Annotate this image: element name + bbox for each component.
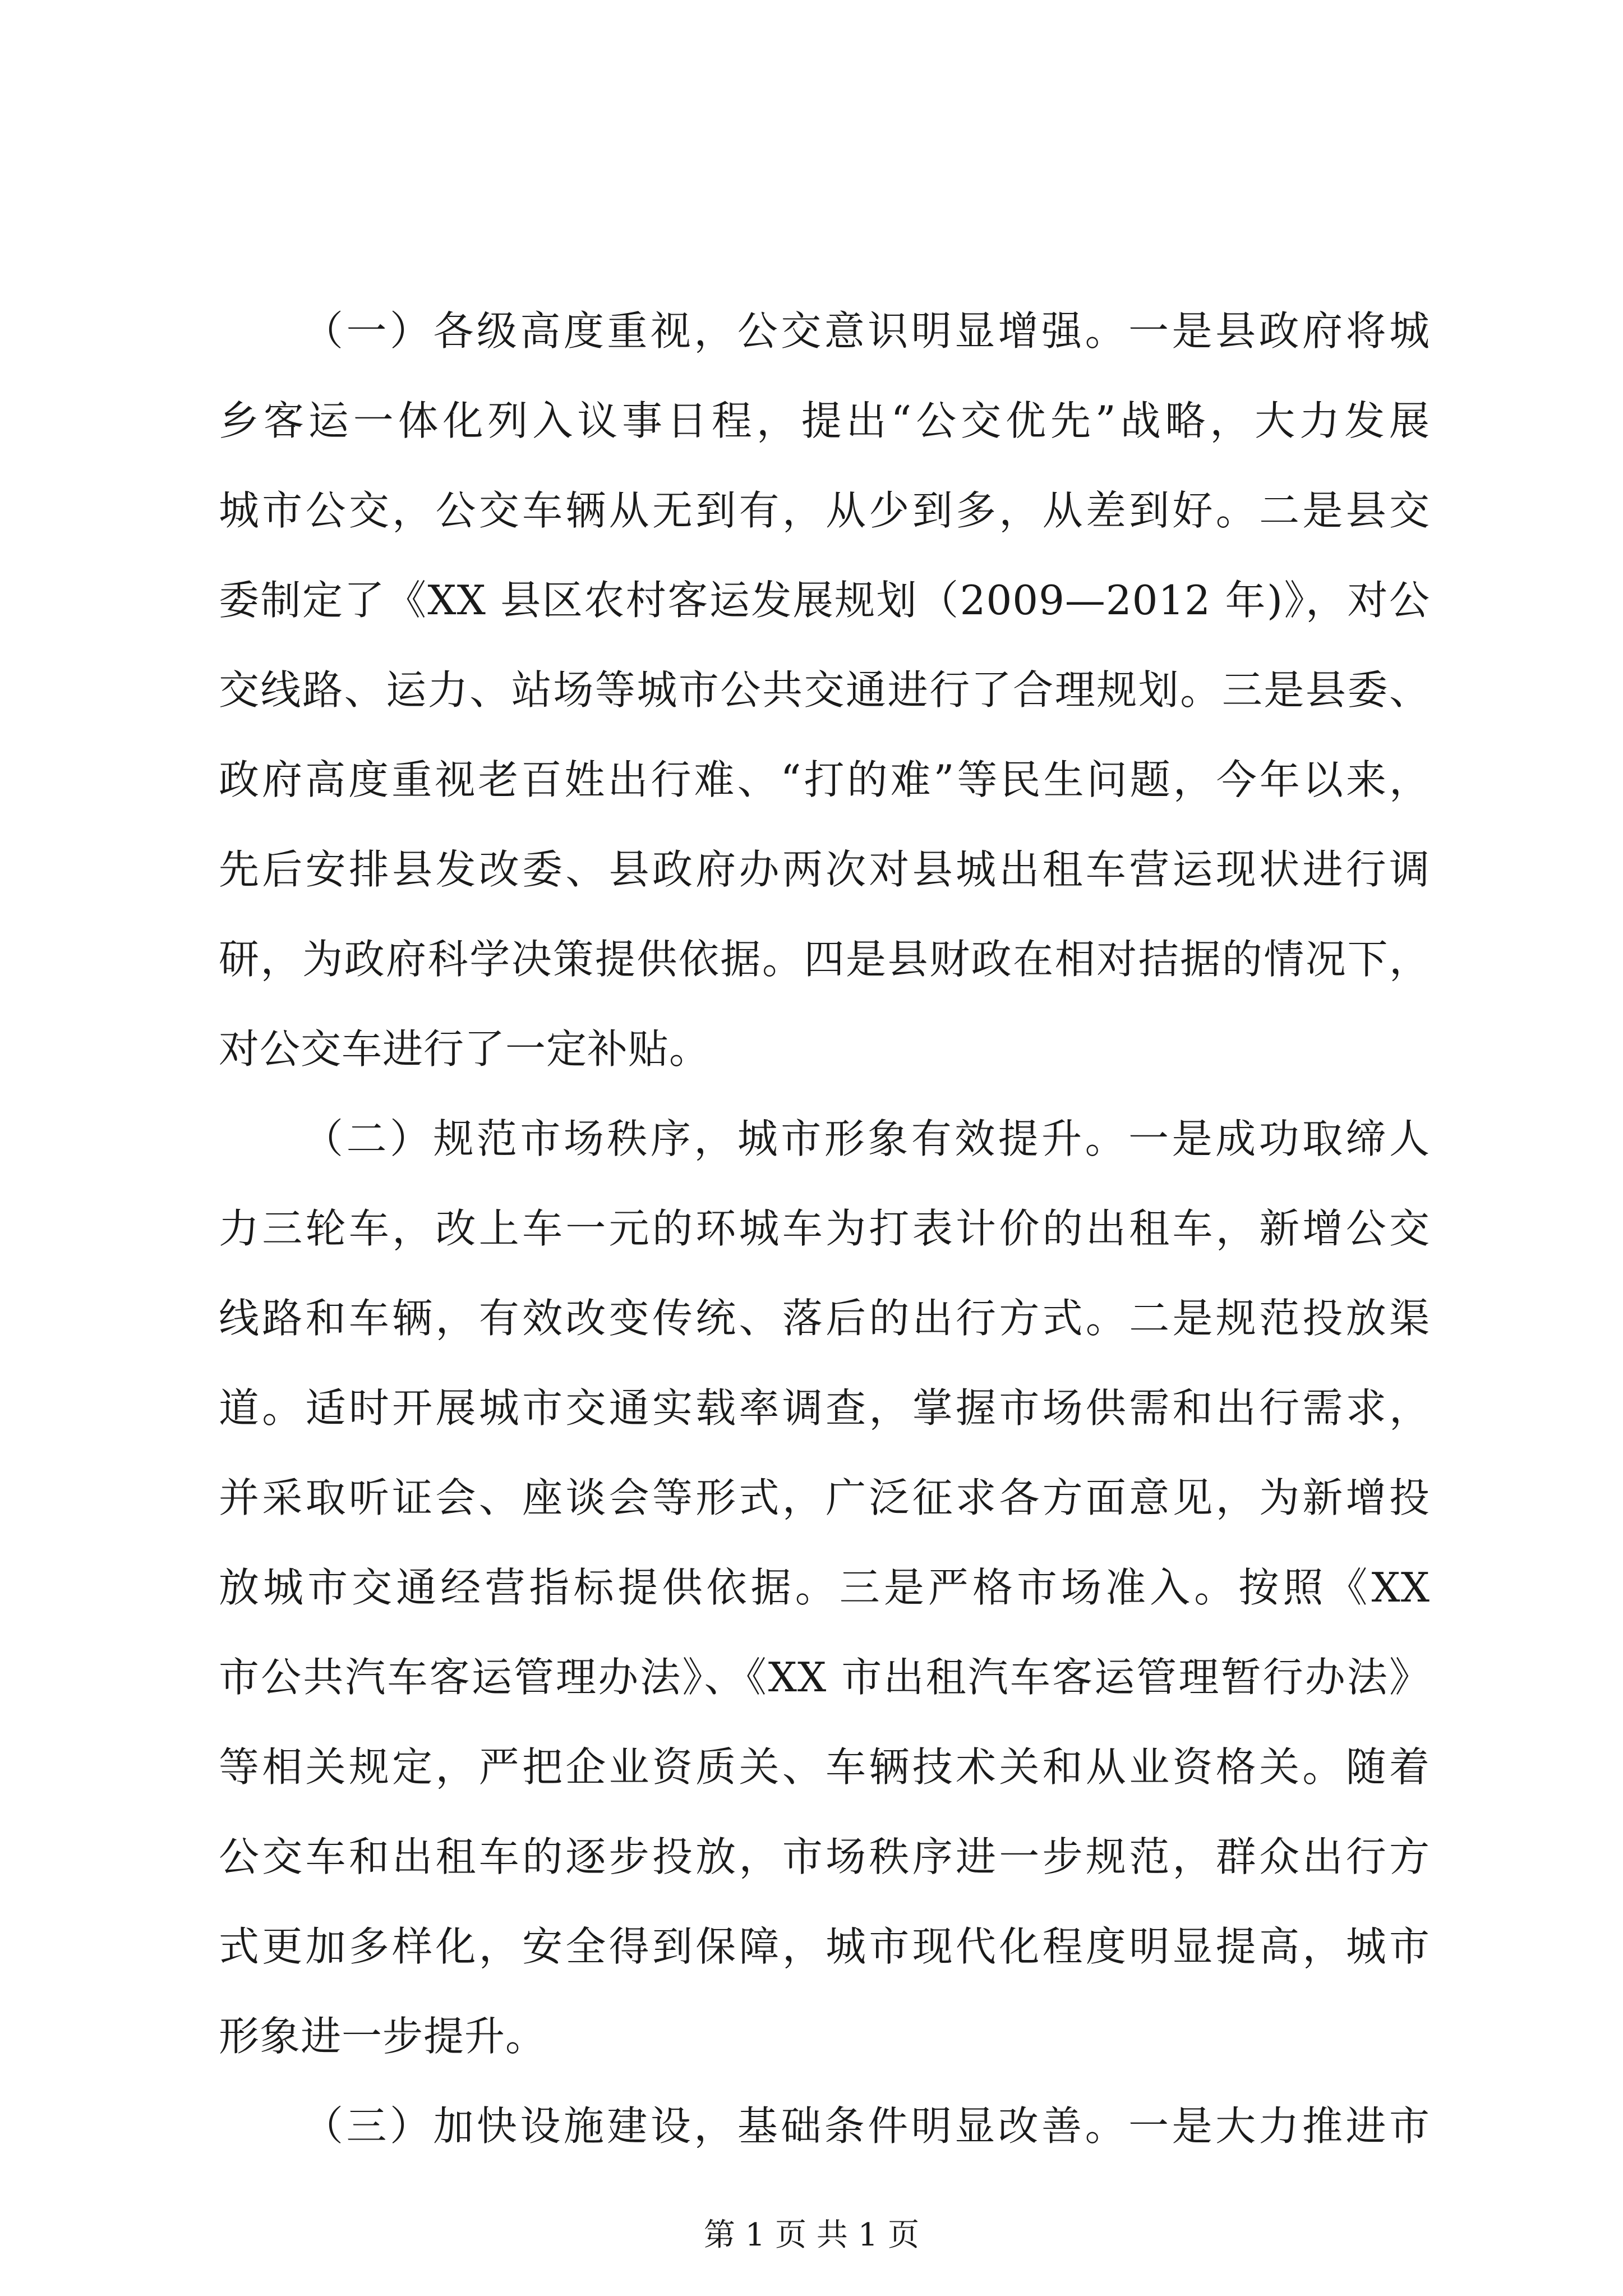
paragraph-1-line-8: 研，为政府科学决策提供依据。四是县财政在相对拮据的情况下， bbox=[219, 936, 1430, 983]
paragraph-2-line-8: 等相关规定，严把企业资质关、车辆技术关和从业资格关。随着 bbox=[219, 1743, 1430, 1791]
paragraph-1-line-5: 交线路、运力、站场等城市公共交通进行了合理规划。三是县委、 bbox=[219, 666, 1430, 714]
paragraph-2-line-5: 并采取听证会、座谈会等形式，广泛征求各方面意见，为新增投 bbox=[219, 1474, 1430, 1521]
paragraph-3-line-1: （三）加快设施建设，基础条件明显改善。一是大力推进市 bbox=[303, 2102, 1430, 2150]
paragraph-2-line-6: 放城市交通经营指标提供依据。三是严格市场准入。按照《XX bbox=[219, 1564, 1430, 1611]
paragraph-1-line-1: （一）各级高度重视，公交意识明显增强。一是县政府将城 bbox=[303, 307, 1430, 355]
paragraph-1-line-4: 委制定了《XX 县区农村客运发展规划（2009—2012 年)》，对公 bbox=[219, 577, 1430, 624]
paragraph-1-line-7: 先后安排县发改委、县政府办两次对县城出租车营运现状进行调 bbox=[219, 846, 1430, 893]
paragraph-1-line-9: 对公交车进行了一定补贴。 bbox=[219, 1025, 711, 1073]
paragraph-2-line-9: 公交车和出租车的逐步投放，市场秩序进一步规范，群众出行方 bbox=[219, 1833, 1430, 1880]
paragraph-2-line-10: 式更加多样化，安全得到保障，城市现代化程度明显提高，城市 bbox=[219, 1923, 1430, 1970]
paragraph-2-line-1: （二）规范市场秩序，城市形象有效提升。一是成功取缔人 bbox=[303, 1115, 1430, 1162]
paragraph-2-line-7: 市公共汽车客运管理办法》、《XX 市出租汽车客运管理暂行办法》 bbox=[219, 1654, 1430, 1701]
page-footer: 第 1 页 共 1 页 bbox=[703, 2217, 920, 2253]
paragraph-2-line-3: 线路和车辆，有效改变传统、落后的出行方式。二是规范投放渠 bbox=[219, 1295, 1430, 1342]
paragraph-2-line-11: 形象进一步提升。 bbox=[219, 2013, 547, 2060]
paragraph-1-line-2: 乡客运一体化列入议事日程，提出“公交优先”战略，大力发展 bbox=[219, 397, 1430, 444]
paragraph-2-line-4: 道。适时开展城市交通实载率调查，掌握市场供需和出行需求， bbox=[219, 1384, 1430, 1432]
paragraph-1-line-6: 政府高度重视老百姓出行难、“打的难”等民生问题，今年以来， bbox=[219, 756, 1430, 803]
paragraph-1-line-3: 城市公交，公交车辆从无到有，从少到多，从差到好。二是县交 bbox=[219, 487, 1430, 534]
paragraph-2-line-2: 力三轮车，改上车一元的环城车为打表计价的出租车，新增公交 bbox=[219, 1205, 1430, 1252]
